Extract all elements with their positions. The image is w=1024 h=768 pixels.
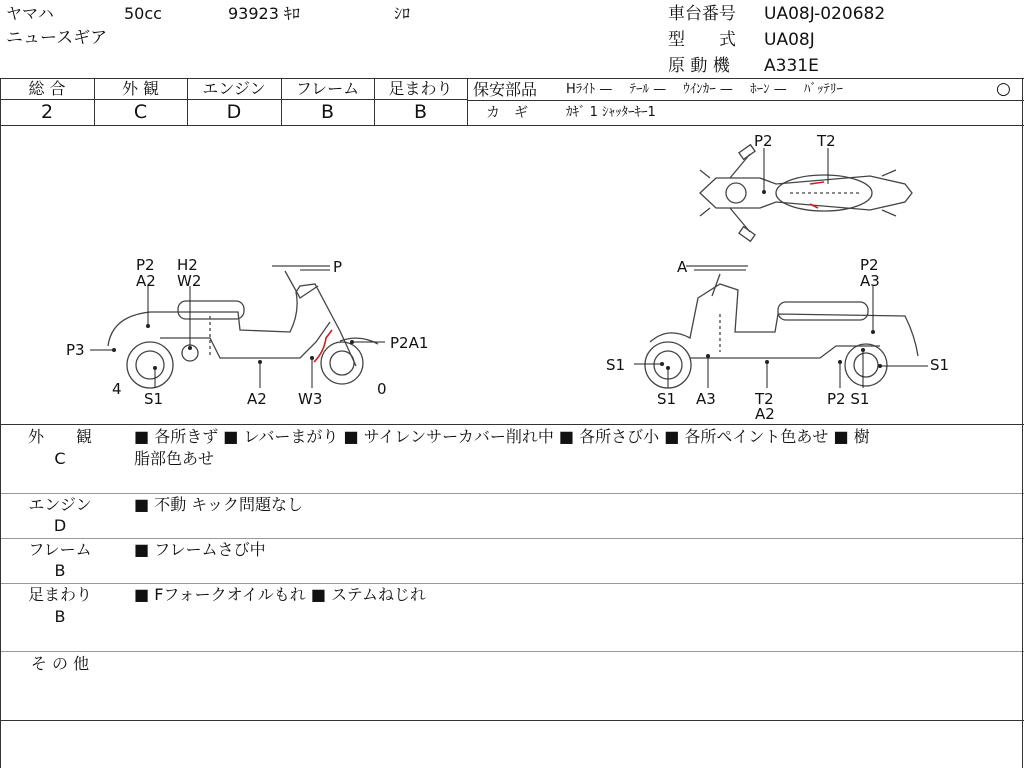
remark-exterior-title: 外 観 [27, 427, 92, 446]
safety-row-mid [467, 100, 1024, 101]
label-top-p2: P2 [754, 132, 773, 150]
key-label: カ ギ [486, 105, 528, 121]
remark-exterior-text-1: ■ 各所きず ■ レバーまがり ■ サイレンサーカバー削れ中 ■ 各所さび小 ■ 各所ペイント色あせ ■ 樹 [134, 427, 870, 446]
remark-engine-grade: D [53, 516, 67, 535]
label-right-a3: A3 [860, 272, 880, 290]
leader-lines [90, 148, 928, 388]
remark-exterior-text-2: 脂部色あせ [134, 449, 215, 468]
frame-grade: B [320, 101, 335, 123]
label-left-p2: P2 [136, 256, 155, 274]
label-right-s1-bottom: S1 [657, 390, 677, 408]
model-name: ニュースギア [6, 28, 108, 48]
exterior-grade: C [133, 101, 148, 123]
displacement: 50cc [124, 4, 162, 23]
battery-mark: ○ [996, 79, 1011, 99]
safety-title: 保安部品 [473, 80, 538, 99]
page-bottom-line [0, 720, 1024, 721]
chassis-number: UA08J-020682 [764, 4, 886, 24]
label-right-p2s1: P2 S1 [827, 390, 870, 408]
label-left-0: 0 [377, 380, 387, 398]
label-right-t2: T2 [755, 390, 774, 408]
label-left-4: 4 [112, 380, 122, 398]
maker: ヤマハ [6, 4, 54, 23]
remark-frame-title: フレーム [28, 540, 92, 559]
label-left-p3: P3 [66, 341, 85, 359]
engine-value: A331E [764, 56, 819, 76]
exterior-grade-label: 外 観 [121, 79, 160, 98]
overall-grade: 2 [40, 101, 54, 123]
mileage: 93923 ｷﾛ [228, 4, 300, 23]
suspension-grade: B [413, 101, 428, 123]
remark-frame-grade: B [54, 561, 66, 580]
color: ｼﾛ [394, 4, 411, 23]
label-right-a: A [677, 258, 688, 276]
remark-suspension-title: 足まわり [27, 585, 92, 604]
remark-frame-text: ■ フレームさび中 [134, 540, 266, 559]
safety-items: Hﾗｲﾄ — ﾃｰﾙ — ｳｲﾝｶｰ — ﾎｰﾝ — ﾊﾞｯﾃﾘｰ [566, 82, 843, 97]
label-right-p2: P2 [860, 256, 879, 274]
label-left-a2: A2 [136, 272, 156, 290]
label-left-w3: W3 [298, 390, 323, 408]
top-view-scooter [700, 145, 912, 242]
label-right-a2: A2 [755, 405, 775, 423]
key-value: ｶｷﾞ 1 ｼｬｯﾀｰｷｰ1 [566, 105, 656, 120]
label-left-w2: W2 [177, 272, 202, 290]
label-left-p2a1: P2A1 [390, 334, 429, 352]
remark-other-title: そ の 他 [30, 654, 90, 673]
engine-label: 原 動 機 [668, 56, 730, 76]
engine-grade-label: エンジン [202, 79, 266, 98]
diagram-bottom [0, 424, 1024, 425]
type-value: UA08J [764, 30, 815, 50]
remark-sep-4 [0, 651, 1024, 652]
remark-suspension-text: ■ Fフォークオイルもれ ■ ステムねじれ [134, 585, 426, 604]
remark-exterior-grade: C [54, 449, 66, 468]
label-right-s1-right: S1 [930, 356, 950, 374]
label-left-s1: S1 [144, 390, 164, 408]
grade-div-5 [467, 78, 468, 125]
frame-grade-label: フレーム [295, 79, 360, 98]
engine-grade: D [226, 101, 242, 123]
remark-engine-title: エンジン [28, 495, 92, 514]
type-label: 型 式 [668, 30, 736, 50]
remark-engine-text: ■ 不動 キック問題なし [134, 495, 303, 514]
label-left-h2: H2 [177, 256, 198, 274]
leader-dots [112, 190, 882, 370]
remark-suspension-grade: B [54, 607, 66, 626]
overall-grade-label: 総 合 [28, 79, 66, 98]
suspension-grade-label: 足まわり [388, 79, 453, 98]
chassis-label: 車台番号 [668, 4, 736, 24]
label-left-a2-bottom: A2 [247, 390, 267, 408]
label-right-s1-left: S1 [606, 356, 626, 374]
label-top-t2: T2 [817, 132, 836, 150]
label-left-p: P [333, 258, 343, 276]
grade-row-mid [0, 99, 467, 100]
label-right-a3-bottom: A3 [696, 390, 716, 408]
